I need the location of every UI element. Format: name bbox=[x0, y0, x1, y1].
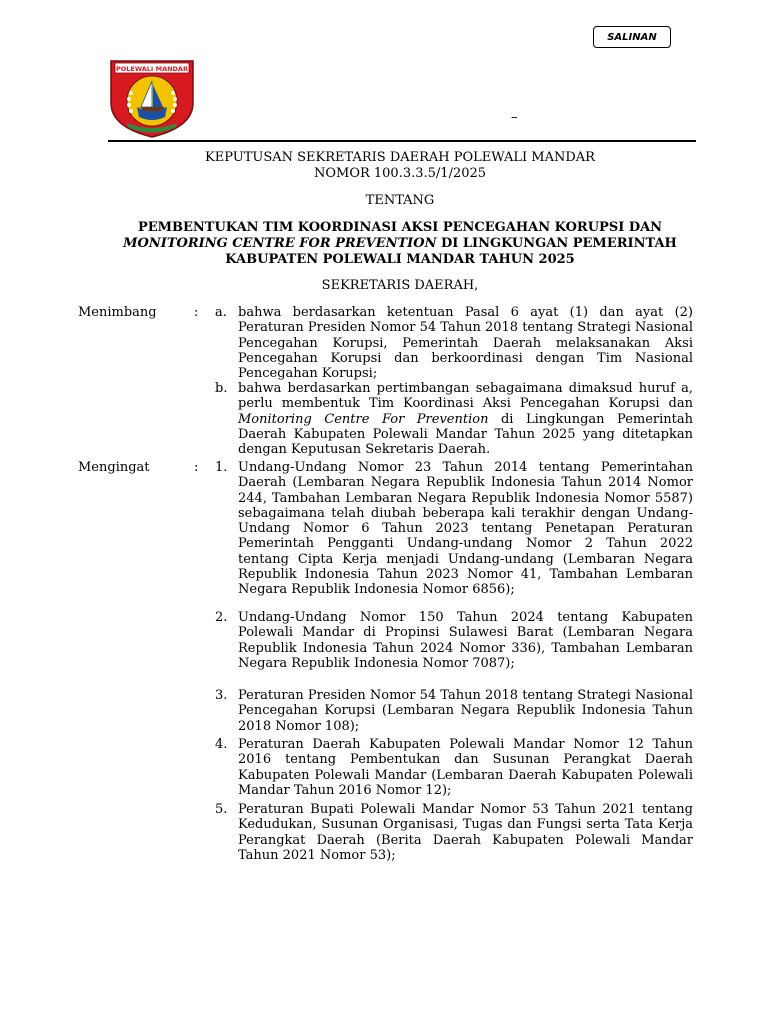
decree-number: NOMOR 100.3.3.5/1/2025 bbox=[313, 166, 487, 181]
salinan-stamp: SALINAN bbox=[593, 26, 671, 48]
menimbang-label: Menimbang bbox=[78, 305, 157, 320]
item-number: a. bbox=[215, 305, 227, 320]
item-text: bahwa berdasarkan ketentuan Pasal 6 ayat (1) dan ayat (2) Peraturan Presiden Nomor 54 Tahun 2018 tentang Strategi Nasional Pencegahan Korupsi, Pemerintah Daerah melaksanakan Aksi Pencegahan Korupsi dan berkoordinasi dengan Tim Nasional Pencegahan Korupsi; bbox=[238, 305, 693, 382]
subject-line2 bbox=[100, 236, 700, 252]
item-text-italic: Monitoring Centre For Prevention bbox=[238, 411, 489, 427]
item-text-part1: bahwa berdasarkan pertimbangan sebagaimana dimaksud huruf a, perlu membentuk Tim Koordinasi Aksi Pencegahan Korupsi dan bbox=[238, 381, 693, 412]
subject-line2-rest: DI LINGKUNGAN PEMERINTAH bbox=[436, 236, 677, 251]
menimbang-item-b bbox=[215, 381, 693, 457]
subject-line2-italic: MONITORING CENTRE FOR PREVENTION bbox=[123, 236, 437, 251]
emblem-banner-text: POLEWALI MANDAR bbox=[116, 65, 188, 73]
mengingat-item-1 bbox=[215, 460, 693, 598]
decree-title-line1: KEPUTUSAN SEKRETARIS DAERAH POLEWALI MANDAR bbox=[205, 150, 595, 165]
mengingat-item-4 bbox=[215, 737, 693, 798]
dash-mark: – bbox=[511, 110, 518, 125]
official-title: SEKRETARIS DAERAH, bbox=[321, 278, 479, 293]
item-text bbox=[238, 381, 693, 457]
mengingat-item-5 bbox=[215, 802, 693, 863]
item-number: 2. bbox=[215, 610, 228, 625]
item-text-part2: di Lingkungan Pemerintah Daerah Kabupaten Polewali Mandar Tahun 2025 yang ditetapkan dengan Keputusan Sekretaris Daerah. bbox=[238, 411, 693, 458]
subject-line3: KABUPATEN POLEWALI MANDAR TAHUN 2025 bbox=[225, 252, 575, 267]
header-rule bbox=[108, 140, 696, 142]
item-number: 1. bbox=[215, 460, 228, 475]
mengingat-item-2 bbox=[215, 610, 693, 671]
item-text: Peraturan Presiden Nomor 54 Tahun 2018 tentang Strategi Nasional Pencegahan Korupsi (Lembaran Negara Republik Indonesia Tahun 2018 Nomor 108); bbox=[238, 688, 693, 734]
item-number: 4. bbox=[215, 737, 228, 752]
polewali-mandar-emblem-icon bbox=[107, 57, 197, 139]
mengingat-label: Mengingat bbox=[78, 460, 150, 475]
mengingat-item-3 bbox=[215, 688, 693, 734]
mengingat-colon: : bbox=[194, 460, 199, 475]
menimbang-item-a bbox=[215, 305, 693, 381]
item-text: Peraturan Daerah Kabupaten Polewali Mandar Nomor 12 Tahun 2016 tentang Pembentukan dan Susunan Perangkat Daerah Kabupaten Polewali Mandar (Lembaran Daerah Kabupaten Polewali Mandar Tahun 2016 Nomor 12); bbox=[238, 737, 693, 798]
item-number: b. bbox=[215, 381, 228, 396]
item-text: Undang-Undang Nomor 23 Tahun 2014 tentang Pemerintahan Daerah (Lembaran Negara Republik Indonesia Tahun 2014 Nomor 244, Tambahan Lembaran Negara Republik Indonesia Nomor 5587) sebagaimana telah diubah beberapa kali terakhir dengan Undang-Undang Nomor 6 Tahun 2023 tentang Penetapan Peraturan Pemerintah Pengganti Undang-undang Nomor 2 Tahun 2022 tentang Cipta Kerja menjadi Undang-undang (Lembaran Negara Republik Indonesia Tahun 2023 Nomor 41, Tambahan Lembaran Negara Republik Indonesia Nomor 6856); bbox=[238, 460, 693, 598]
subject-line1: PEMBENTUKAN TIM KOORDINASI AKSI PENCEGAHAN KORUPSI DAN bbox=[137, 220, 663, 235]
item-number: 5. bbox=[215, 802, 228, 817]
item-text: Undang-Undang Nomor 150 Tahun 2024 tentang Kabupaten Polewali Mandar di Propinsi Sulawesi Barat (Lembaran Negara Republik Indonesia Tahun 2024 Nomor 336), Tambahan Lembaran Negara Republik Indonesia Nomor 7087); bbox=[238, 610, 693, 671]
menimbang-colon: : bbox=[194, 305, 199, 320]
item-number: 3. bbox=[215, 688, 228, 703]
tentang-heading: TENTANG bbox=[365, 193, 435, 208]
item-text: Peraturan Bupati Polewali Mandar Nomor 53 Tahun 2021 tentang Kedudukan, Susunan Organisasi, Tugas dan Fungsi serta Tata Kerja Perangkat Daerah (Berita Daerah Kabupaten Polewali Mandar Tahun 2021 Nomor 53); bbox=[238, 802, 693, 863]
